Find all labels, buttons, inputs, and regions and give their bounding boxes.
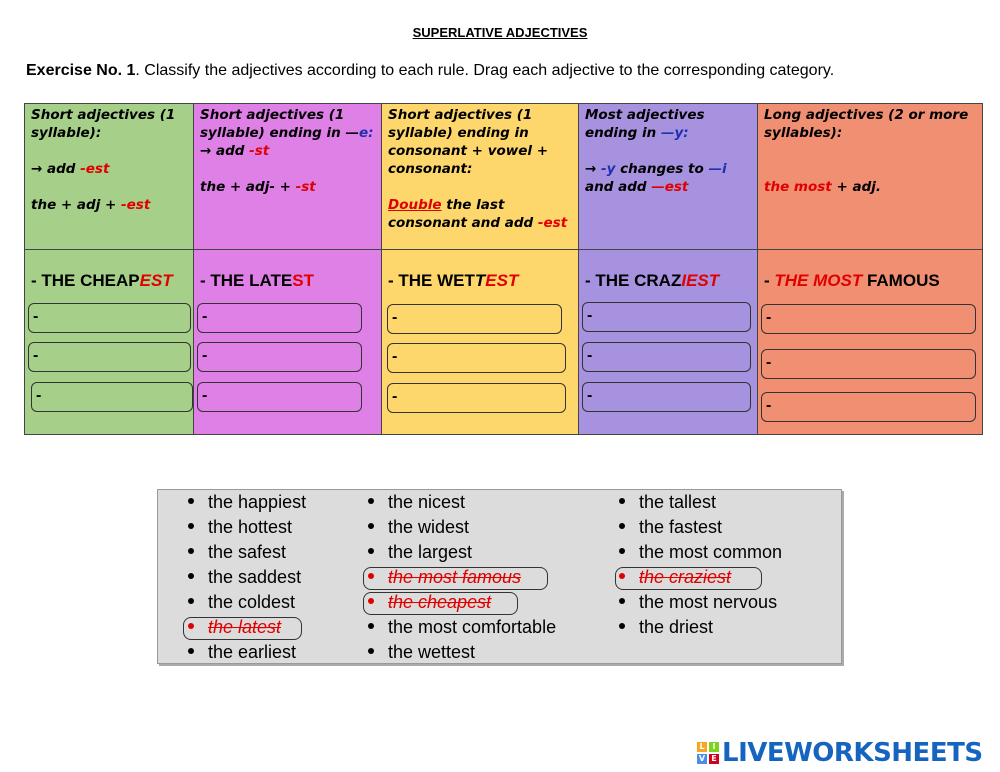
word-item[interactable] xyxy=(619,617,713,638)
formula-suffix: -est xyxy=(121,197,151,213)
word-item[interactable] xyxy=(188,517,292,538)
bullet-icon xyxy=(188,498,194,504)
rule-title xyxy=(200,106,375,142)
word-text: the widest xyxy=(388,517,470,537)
drop-slot-2[interactable]: - xyxy=(761,349,976,379)
rule-add-text: → add xyxy=(31,161,81,177)
category-long-adjectives xyxy=(758,104,982,434)
word-text: the nicest xyxy=(388,492,466,512)
double-word: Double xyxy=(388,197,442,213)
rule-add xyxy=(200,142,375,160)
example-suffix: FAMOUS xyxy=(862,271,940,290)
drop-slot-1[interactable]: - xyxy=(582,302,751,332)
exercise-text: . Classify the adjectives according to each rule. Drag each adjective to the corresponding category. xyxy=(135,62,835,79)
bullet-icon xyxy=(188,573,194,579)
bullet-icon xyxy=(368,623,374,629)
bullet-icon xyxy=(368,523,374,529)
word-text: the tallest xyxy=(639,492,717,512)
example-word xyxy=(764,271,940,291)
word-text: the most nervous xyxy=(639,592,778,612)
drop-slot-2[interactable]: - xyxy=(197,342,362,372)
example-doubled-letter: T xyxy=(474,271,486,290)
liveworksheets-logo xyxy=(697,738,983,768)
word-text: the most common xyxy=(639,542,783,562)
drop-slot-2[interactable]: - xyxy=(582,342,751,372)
bullet-icon xyxy=(619,523,625,529)
rule-title: Short adjectives (1 syllable) ending in consonant + vowel + consonant: xyxy=(388,107,549,177)
category-ending-in-y xyxy=(579,104,758,434)
rule-add-suffix: -est xyxy=(80,161,110,177)
drop-slot-2[interactable]: - xyxy=(387,343,566,373)
example-suffix: ST xyxy=(292,271,314,290)
bullet-icon xyxy=(619,598,625,604)
rule-title: Long adjectives (2 or more syllables): xyxy=(764,107,969,141)
rule-title: Short adjectives (1 syllable): xyxy=(31,107,176,141)
word-item[interactable] xyxy=(368,642,475,663)
word-text: the cheapest xyxy=(388,592,492,612)
rule-change-i: —i xyxy=(708,161,727,177)
word-item[interactable] xyxy=(368,517,469,538)
example-suffix: EST xyxy=(686,271,720,290)
example-the-most: THE MOST xyxy=(774,271,863,290)
rule-change-text: changes to xyxy=(615,161,709,177)
rule-title-text: Most adjectives ending in xyxy=(585,107,705,141)
example-prefix: - THE CRAZ xyxy=(585,271,682,290)
word-text: the latest xyxy=(208,617,282,637)
word-item[interactable] xyxy=(368,542,472,563)
double-rest: the last consonant and add xyxy=(388,197,538,231)
word-item[interactable] xyxy=(188,592,295,613)
rule-header xyxy=(382,104,578,250)
rule-change-arrow: → xyxy=(585,161,602,177)
word-item[interactable] xyxy=(619,592,777,613)
logo-wordmark: LIVEWORKSHEETS xyxy=(722,738,983,768)
word-item[interactable] xyxy=(619,542,782,563)
rule-header xyxy=(579,104,757,250)
bullet-icon xyxy=(188,598,194,604)
logo-mark-letter: V xyxy=(698,754,706,763)
rule-title-text: Short adjectives (1 syllable) ending in — xyxy=(200,107,359,141)
exercise-instruction xyxy=(26,62,834,80)
example-prefix: - THE LATE xyxy=(200,271,293,290)
bullet-icon xyxy=(188,648,194,654)
rule-formula xyxy=(31,196,187,214)
example-suffix: EST xyxy=(485,271,519,290)
rule-double xyxy=(388,196,572,232)
word-item[interactable] xyxy=(368,492,465,513)
category-short-adjectives xyxy=(25,104,194,434)
drop-slot-3[interactable]: - xyxy=(197,382,362,412)
word-item[interactable] xyxy=(188,542,286,563)
rule-title-ending: —y: xyxy=(660,125,689,141)
rule-header xyxy=(25,104,193,250)
drop-slot-2[interactable]: - xyxy=(28,342,191,372)
word-text: the safest xyxy=(208,542,287,562)
example-word xyxy=(585,271,719,291)
rule-formula xyxy=(200,178,375,196)
rule-title xyxy=(585,106,751,142)
used-word-outline xyxy=(615,567,762,590)
word-bank xyxy=(157,489,842,664)
drop-slot-1[interactable]: - xyxy=(387,304,562,334)
drop-slot-3[interactable]: - xyxy=(761,392,976,422)
example-prefix: - xyxy=(764,271,775,290)
drop-slot-1[interactable]: - xyxy=(761,304,976,334)
rule-change-and: and add xyxy=(585,179,652,195)
logo-mark-icon xyxy=(697,742,719,764)
bullet-icon xyxy=(188,523,194,529)
drop-slot-1[interactable]: - xyxy=(197,303,362,333)
word-text: the craziest xyxy=(639,567,732,587)
word-text: the happiest xyxy=(208,492,307,512)
example-word xyxy=(31,271,173,291)
rule-change-est: —est xyxy=(651,179,689,195)
category-grid xyxy=(24,103,983,435)
example-prefix: - THE CHEAP xyxy=(31,271,140,290)
word-text: the earliest xyxy=(208,642,297,662)
worksheet-title: SUPERLATIVE ADJECTIVES xyxy=(412,25,588,40)
word-item[interactable] xyxy=(188,642,296,663)
category-ending-in-e xyxy=(194,104,382,434)
word-text: the fastest xyxy=(639,517,723,537)
exercise-label: Exercise No. 1 xyxy=(26,62,136,79)
word-text: the wettest xyxy=(388,642,476,662)
used-word-outline xyxy=(183,617,302,640)
drop-slot-1[interactable]: - xyxy=(28,303,191,333)
used-word-outline xyxy=(363,567,548,590)
drop-slot-3[interactable]: - xyxy=(387,383,566,413)
formula-text: the + adj- + xyxy=(200,179,296,195)
example-suffix: EST xyxy=(139,271,173,290)
example-word xyxy=(388,271,518,291)
drop-slot-3[interactable]: - xyxy=(31,382,193,412)
bullet-icon xyxy=(368,548,374,554)
word-text: the driest xyxy=(639,617,714,637)
formula-text: the + adj + xyxy=(31,197,122,213)
word-text: the hottest xyxy=(208,517,293,537)
bullet-icon xyxy=(368,648,374,654)
bullet-icon xyxy=(368,498,374,504)
word-item[interactable] xyxy=(619,517,722,538)
bullet-icon xyxy=(188,548,194,554)
rule-title-ending: e: xyxy=(359,125,374,141)
used-word-outline xyxy=(363,592,518,615)
word-text: the largest xyxy=(388,542,473,562)
logo-mark-letter: I xyxy=(709,742,719,752)
logo-mark-letter: L xyxy=(697,742,707,752)
word-text: the saddest xyxy=(208,567,302,587)
rule-add xyxy=(31,160,187,178)
formula-text: + adj. xyxy=(831,179,882,195)
logo-mark-letter: E xyxy=(709,754,719,764)
rule-add-text: → add xyxy=(200,143,250,159)
word-text: the most comfortable xyxy=(388,617,557,637)
formula-the-most: the most xyxy=(764,179,832,195)
word-text: the most famous xyxy=(388,567,522,587)
formula-suffix: -st xyxy=(295,179,316,195)
bullet-icon xyxy=(619,498,625,504)
example-word xyxy=(200,271,314,291)
rule-change-y: -y xyxy=(601,161,616,177)
category-cvc xyxy=(382,104,579,434)
example-prefix: - THE WET xyxy=(388,271,475,290)
word-item[interactable] xyxy=(188,567,301,588)
word-item[interactable] xyxy=(188,492,306,513)
rule-formula xyxy=(764,178,976,196)
drop-slot-3[interactable]: - xyxy=(582,382,751,412)
double-suffix: -est xyxy=(537,215,568,231)
bullet-icon xyxy=(619,623,625,629)
rule-header xyxy=(194,104,381,250)
word-text: the coldest xyxy=(208,592,296,612)
rule-add-suffix: -st xyxy=(249,143,270,159)
word-item[interactable] xyxy=(619,492,716,513)
rule-change xyxy=(585,160,751,196)
rule-header xyxy=(758,104,982,250)
example-changed-letter: I xyxy=(681,271,687,290)
bullet-icon xyxy=(619,548,625,554)
word-item[interactable] xyxy=(368,617,556,638)
